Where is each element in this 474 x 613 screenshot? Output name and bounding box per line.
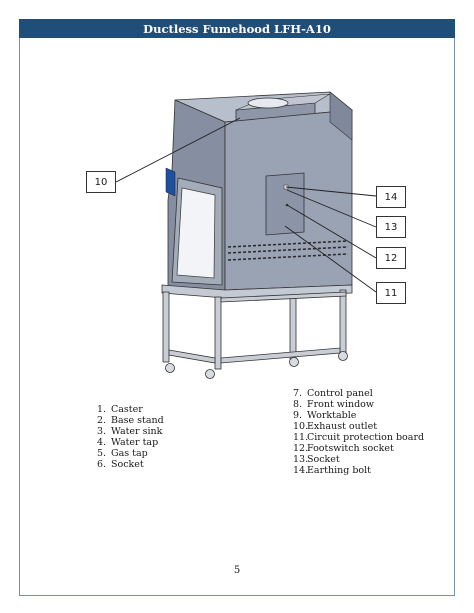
list-item: 6. Socket — [97, 459, 144, 470]
page-number: 5 — [233, 565, 241, 576]
page-title: Ductless Fumehood LFH-A10 — [19, 19, 455, 38]
list-item: 5. Gas tap — [97, 448, 148, 459]
list-item: 7. Control panel — [293, 388, 373, 399]
list-item: 8. Front window — [293, 399, 375, 410]
list-item: 1. Caster — [97, 404, 143, 415]
list-item: 13.Socket — [293, 454, 340, 465]
list-item: 9. Worktable — [293, 410, 357, 421]
control-panel — [266, 173, 304, 235]
parts-list-right — [293, 388, 424, 476]
list-item: 12.Footswitch socket — [293, 443, 394, 454]
list-item: 10.Exhaust outlet — [293, 421, 378, 432]
side-accent-strip — [166, 168, 175, 196]
callout-13: 13 — [376, 216, 406, 238]
list-item: 14.Earthing bolt — [293, 465, 371, 476]
list-item: 3. Water sink — [97, 426, 163, 437]
list-item: 11.Circuit protection board — [293, 432, 425, 443]
front-window — [177, 188, 215, 278]
list-item: 4. Water tap — [97, 437, 159, 448]
list-item: 2. Base stand — [97, 415, 164, 426]
callout-12: 12 — [376, 247, 406, 269]
callout-10: 10 — [86, 171, 116, 193]
callout-14: 14 — [376, 186, 406, 208]
parts-list-left — [97, 404, 164, 470]
callout-11: 11 — [376, 282, 406, 304]
exhaust-outlet — [248, 98, 288, 108]
base-stand — [163, 290, 346, 369]
